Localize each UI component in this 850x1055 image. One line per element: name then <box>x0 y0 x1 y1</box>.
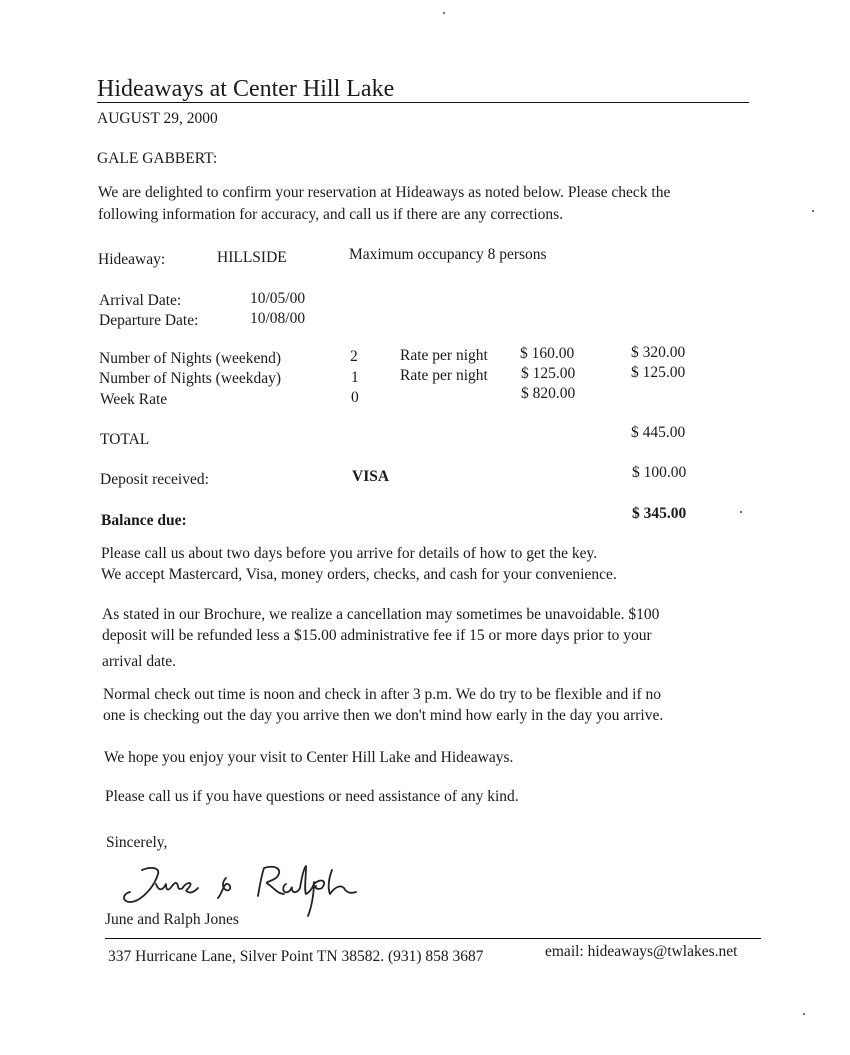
title-rule <box>97 102 749 103</box>
salutation: GALE GABBERT: <box>97 150 218 167</box>
rate-row-rate: $ 125.00 <box>521 365 576 382</box>
rate-row-rate: $ 820.00 <box>521 385 576 402</box>
assistance-line: Please call us if you have questions or need assistance of any kind. <box>105 788 519 805</box>
rate-row-rate-label: Rate per night <box>400 347 488 364</box>
key-info-line-2: We accept Mastercard, Visa, money orders, checks, and cash for your convenience. <box>101 566 617 583</box>
rate-row-label: Number of Nights (weekend) <box>99 350 282 367</box>
signatory-name: June and Ralph Jones <box>105 911 239 928</box>
checkout-line-1: Normal check out time is noon and check in after 3 p.m. We do try to be flexible and if no <box>103 686 662 703</box>
scan-speck <box>812 210 814 212</box>
hideaway-value: HILLSIDE <box>217 249 287 266</box>
arrival-value: 10/05/00 <box>250 290 306 307</box>
rate-row-label: Week Rate <box>100 391 168 408</box>
rate-row-amount: $ 320.00 <box>631 344 686 361</box>
intro-line-2: following information for accuracy, and call us if there are any corrections. <box>98 206 564 223</box>
rate-row-qty: 0 <box>351 389 359 406</box>
rate-row-label: Number of Nights (weekday) <box>99 370 282 387</box>
footer-address: 337 Hurricane Lane, Silver Point TN 38582. (931) 858 3687 <box>108 948 484 965</box>
departure-value: 10/08/00 <box>250 310 306 327</box>
closing: Sincerely, <box>106 834 168 851</box>
deposit-value: $ 100.00 <box>632 464 687 481</box>
rate-row-qty: 1 <box>351 369 359 386</box>
balance-label: Balance due: <box>101 512 187 529</box>
letter-date: AUGUST 29, 2000 <box>97 110 218 127</box>
occupancy-note: Maximum occupancy 8 persons <box>349 246 547 263</box>
arrival-label: Arrival Date: <box>99 292 182 309</box>
intro-line-1: We are delighted to confirm your reservation at Hideaways as noted below. Please check the <box>98 184 671 201</box>
checkout-line-2: one is checking out the day you arrive then we don't mind how early in the day you arrive. <box>103 707 664 724</box>
departure-label: Departure Date: <box>99 312 199 329</box>
letterhead-title: Hideaways at Center Hill Lake <box>97 76 395 102</box>
footer-email: email: hideaways@twlakes.net <box>545 943 738 960</box>
deposit-method: VISA <box>352 468 390 485</box>
scan-speck <box>803 1013 805 1015</box>
scan-speck <box>740 511 742 513</box>
deposit-label: Deposit received: <box>100 471 209 488</box>
scan-speck <box>443 12 445 14</box>
cancellation-line-2: deposit will be refunded less a $15.00 administrative fee if 15 or more days prior to your <box>102 627 652 644</box>
cancellation-line-1: As stated in our Brochure, we realize a cancellation may sometimes be unavoidable. $100 <box>102 606 660 623</box>
hideaway-label: Hideaway: <box>98 251 166 268</box>
total-value: $ 445.00 <box>631 424 686 441</box>
rate-row-amount: $ 125.00 <box>631 364 686 381</box>
rate-row-qty: 2 <box>350 348 358 365</box>
balance-value: $ 345.00 <box>632 505 687 522</box>
rate-row-rate-label: Rate per night <box>400 367 488 384</box>
enjoy-line: We hope you enjoy your visit to Center Hill Lake and Hideaways. <box>104 749 514 766</box>
cancellation-line-3: arrival date. <box>102 653 177 670</box>
footer-rule <box>105 938 761 939</box>
rate-row-rate: $ 160.00 <box>520 345 575 362</box>
key-info-line-1: Please call us about two days before you arrive for details of how to get the key. <box>101 545 598 562</box>
total-label: TOTAL <box>100 431 150 448</box>
